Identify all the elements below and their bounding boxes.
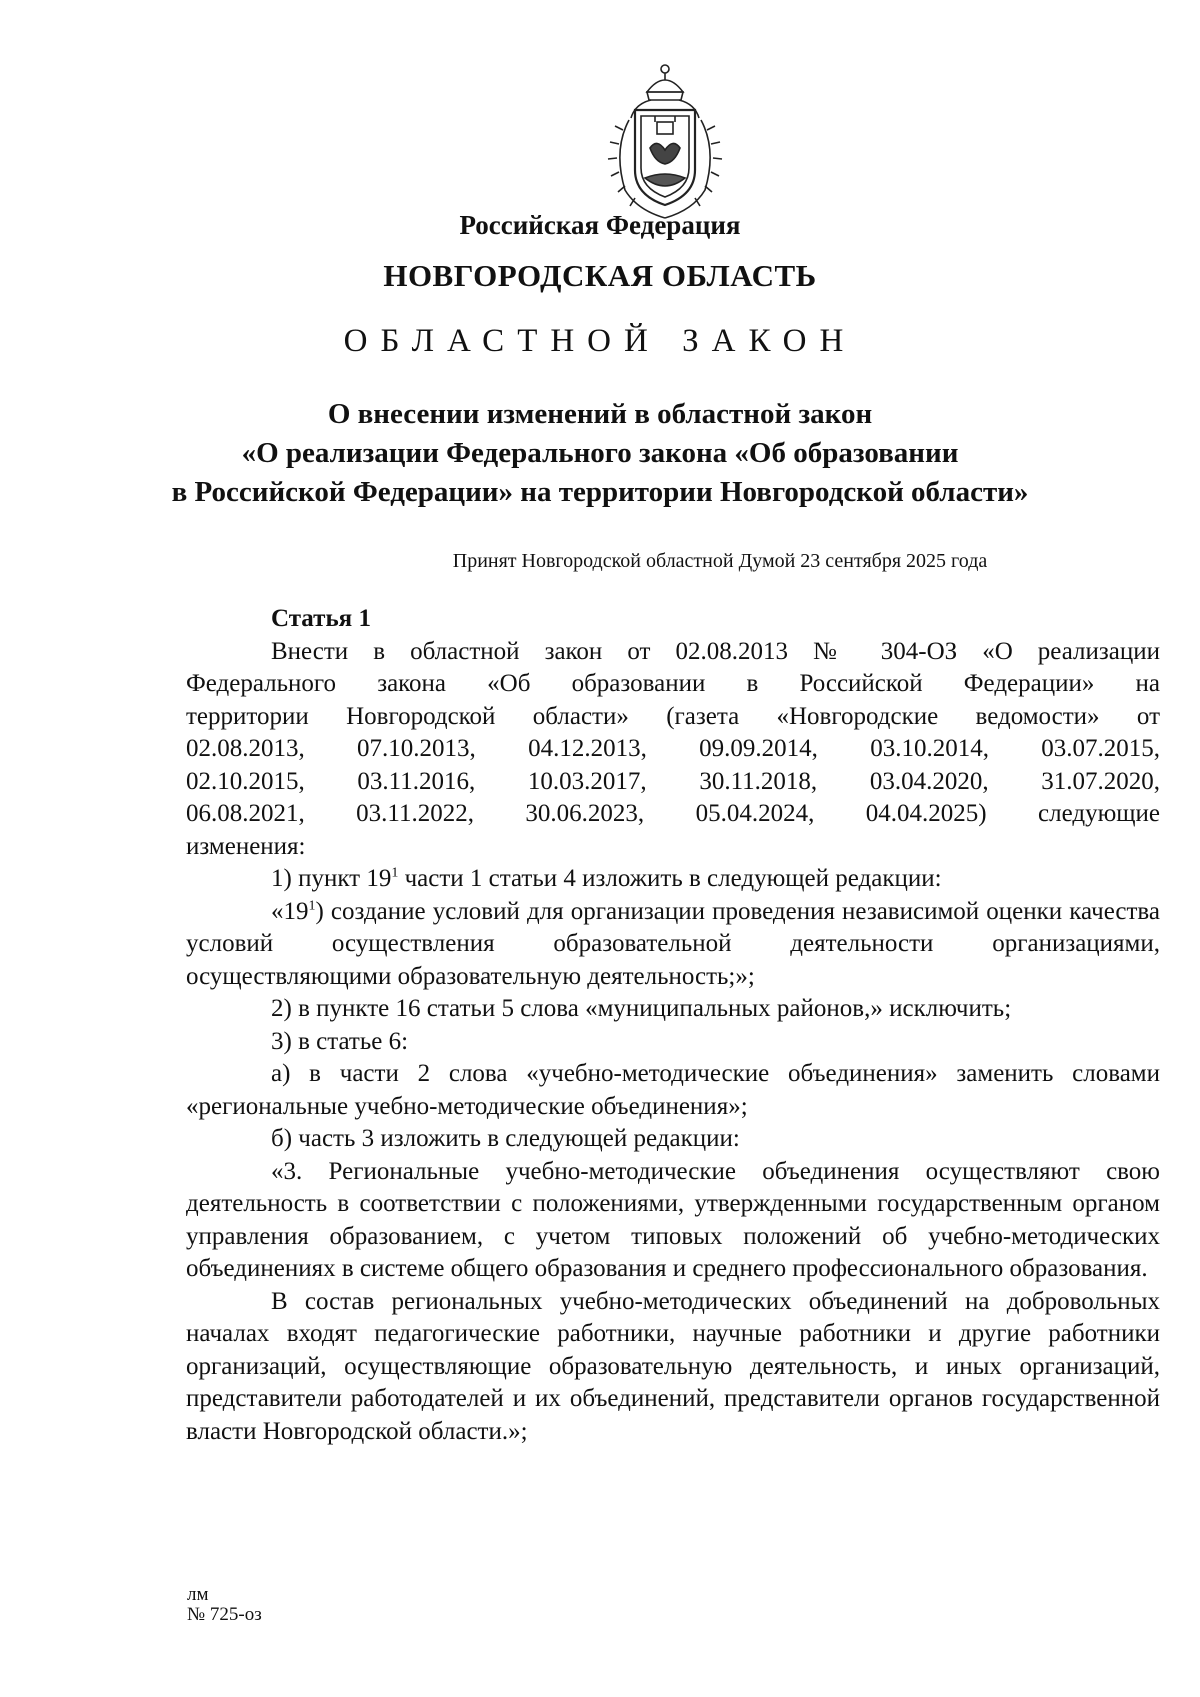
intro-line: Внести в областной закон от 02.08.2013 № 304-ОЗ «О реализации [271, 637, 1160, 665]
intro-line: 06.08.2021, 03.11.2022, 30.06.2023, 05.04.2024, 04.04.2025) следующие [186, 800, 1160, 827]
article-intro [186, 636, 1160, 864]
adoption-note: Принят Новгородской областной Думой 23 сентября 2025 года [452, 550, 988, 572]
item-text: 1) пункт 19 [271, 865, 392, 892]
law-title-line: «О реализации Федерального закона «Об образовании [241, 437, 959, 469]
law-title-line: О внесении изменений в областной закон [327, 398, 873, 430]
amendment-item-3: 3) в статье 6: [271, 1027, 409, 1055]
coat-of-arms-icon [595, 60, 735, 225]
quoted-part-3: «3. Региональные учебно-методические объединения осуществляют свою деятельность в соответствии с положениями, утвержденными государственным органом управления образованием, с учетом типовых положений об учебно-методических объединениях в системе общего образования и среднего профессионального образования. [186, 1157, 1160, 1282]
article-heading: Статья 1 [271, 605, 371, 632]
law-title-line: в Российской Федерации» на территории Новгородской области» [171, 476, 1029, 508]
intro-line: изменения: [186, 832, 306, 860]
document-footer [187, 1585, 262, 1625]
amendment-item-3b: б) часть 3 изложить в следующей редакции: [271, 1125, 740, 1152]
footer-initials: лм [187, 1584, 209, 1605]
amendment-item-3a: а) в части 2 слова «учебно-методические объединения» заменить словами «региональные учебно-методические объединения»; [186, 1060, 1160, 1120]
superscript: 1 [308, 898, 316, 914]
region-heading: НОВГОРОДСКАЯ ОБЛАСТЬ [383, 258, 817, 293]
footer-number: № 725-оз [187, 1604, 262, 1625]
intro-line: Федерального закона «Об образовании в Российской Федерации» на [186, 670, 1160, 697]
item-text: части 1 статьи 4 изложить в следующей редакции: [398, 865, 942, 892]
amendment-item-1 [186, 863, 1160, 896]
law-type-heading: ОБЛАСТНОЙ ЗАКОН [343, 323, 857, 359]
intro-line: 02.08.2013, 07.10.2013, 04.12.2013, 09.09.2014, 03.10.2014, 03.07.2015, [186, 735, 1160, 762]
item-text: «19 [271, 897, 309, 925]
quoted-clause-19-1 [186, 896, 1160, 994]
intro-line: 02.10.2015, 03.11.2016, 10.03.2017, 30.11.2018, 03.04.2020, 31.07.2020, [186, 767, 1160, 795]
item-text: ) создание условий для организации проведения независимой оценки качества условий осуществления образовательной деятельности организациями, осуществляющими образовательную деятельность;»; [186, 897, 1160, 990]
amendment-item-2: 2) в пункте 16 статьи 5 слова «муниципальных районов,» исключить; [271, 995, 1012, 1022]
law-title [0, 395, 1200, 512]
superscript: 1 [391, 865, 399, 881]
article-body [186, 603, 1160, 1448]
intro-line: территории Новгородской области» (газета «Новгородские ведомости» от [186, 702, 1160, 730]
composition-paragraph: В состав региональных учебно-методических объединений на добровольных началах входят педагогические работники, научные работники и другие работники организаций, осуществляющие образовательную деятельность, и иных организаций, представители работодателей и их объединений, представители органов государственной власти Новгородской области.»; [186, 1287, 1160, 1445]
federation-heading: Российская Федерация [459, 210, 741, 240]
